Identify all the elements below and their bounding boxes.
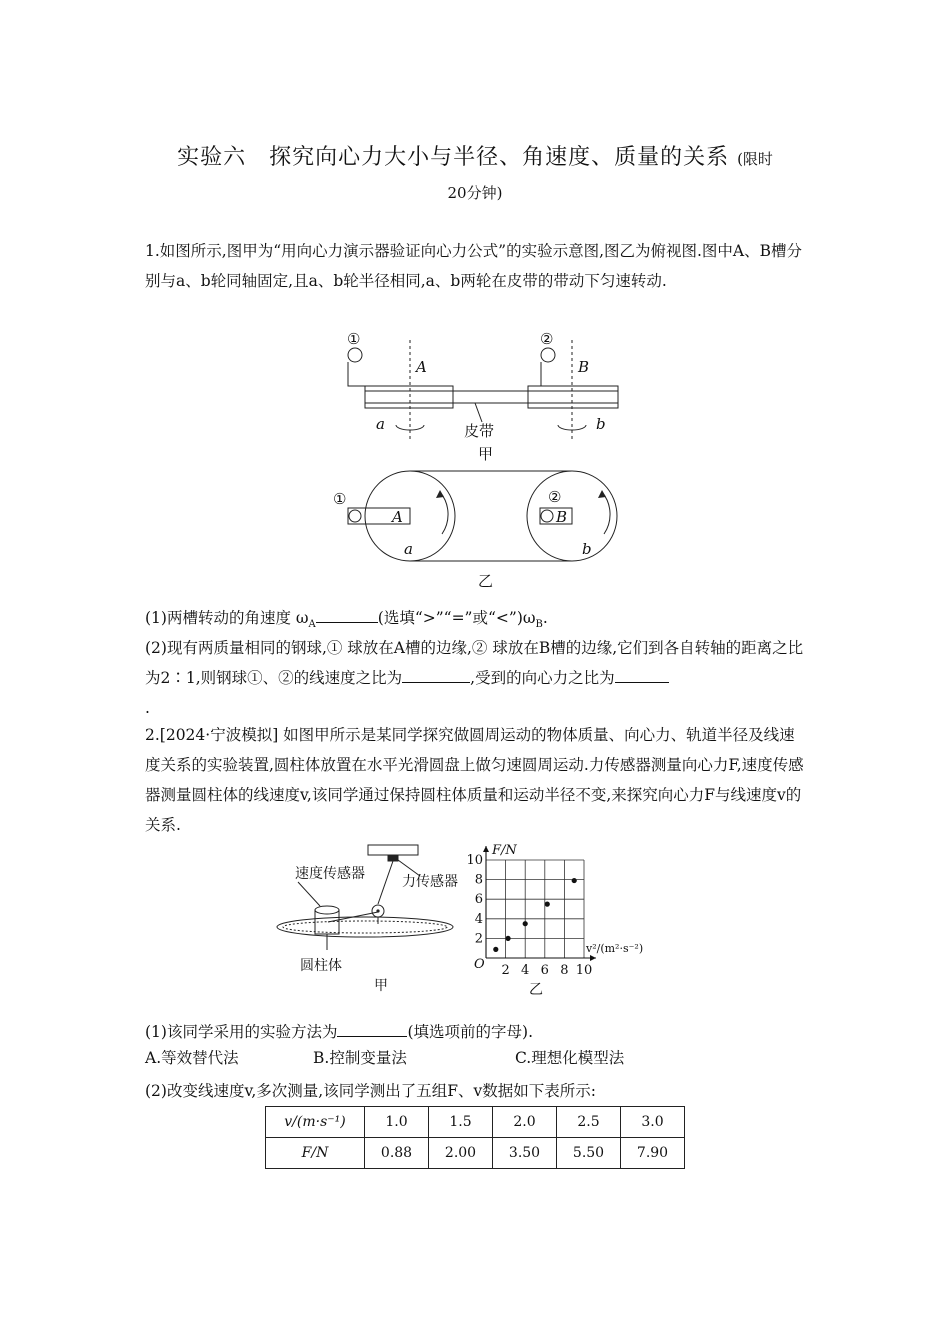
arrow-a-top — [440, 492, 448, 534]
x-axis-arrow — [590, 955, 596, 961]
option-c[interactable]: C.理想化模型法 — [515, 1049, 625, 1067]
answer-blank-1[interactable] — [316, 606, 378, 623]
q2-intro: 2.[2024·宁波模拟] 如图甲所示是某同学探究做圆周运动的物体质量、向心力、轨道半径及线速度关系的实验装置,圆柱体放置在水平光滑圆盘上做匀速圆周运动.力传感器测量向心力F,速度传感器测量圆柱体的线速度v,该同学通过保持圆柱体质量和运动半径不变,来探究向心力F与线速度v的关系. — [145, 726, 804, 834]
ball-2 — [541, 348, 555, 362]
table-cell: 3.0 — [621, 1107, 685, 1138]
fig1-caption-jia: 甲 — [478, 445, 494, 463]
turntable — [277, 917, 453, 937]
fig1-label-A: A — [416, 358, 427, 376]
q2-part1: (1)该同学采用的实验方法为 (填选项前的字母). — [145, 1017, 810, 1047]
option-b[interactable]: B.控制变量法 — [313, 1049, 407, 1067]
slot-a-arm — [348, 362, 410, 386]
fig1-label-1-top: ① — [333, 490, 347, 508]
figure-demonstrator — [330, 322, 630, 590]
wheel-a-side — [365, 386, 453, 408]
wheel-b-side — [528, 386, 618, 408]
table-row-v — [266, 1107, 685, 1138]
chart-F-vs-v2 — [466, 838, 660, 998]
fig1-label-2: ② — [540, 330, 554, 348]
y-tick-label: 8 — [474, 872, 483, 888]
table-cell: 1.5 — [429, 1107, 493, 1138]
fig2-caption-jia: 甲 — [374, 978, 388, 994]
y-tick-label: 10 — [466, 853, 483, 868]
data-point — [505, 936, 510, 941]
table-cell: 7.90 — [621, 1138, 685, 1169]
ball-2-top — [541, 510, 553, 522]
slot-b-arm — [541, 362, 572, 386]
table-row-F — [266, 1138, 685, 1169]
page-title — [0, 140, 950, 171]
title-main: 实验六 探究向心力大小与半径、角速度、质量的关系 — [177, 145, 730, 170]
table-header-v: v/(m·s⁻¹) — [266, 1107, 365, 1138]
arrow-b-top — [602, 492, 610, 534]
belt-pointer — [475, 403, 482, 422]
fig1-label-2-top: ② — [548, 488, 562, 506]
speed-sensor-label: 速度传感器 — [295, 866, 365, 882]
answer-blank-3[interactable] — [615, 666, 669, 683]
force-sensor-plate — [368, 845, 418, 855]
y-tick-label: 2 — [474, 931, 483, 947]
x-axis-label: v²/(m²·s⁻²) — [586, 942, 644, 955]
figure-apparatus — [290, 840, 465, 996]
fig1-label-a: a — [376, 415, 385, 433]
fig1-caption-yi: 乙 — [478, 572, 494, 590]
x-tick-label: 8 — [560, 963, 569, 978]
ball-1 — [348, 348, 362, 362]
fig1-belt-label: 皮带 — [464, 422, 495, 440]
y-tick-label: 4 — [474, 911, 483, 927]
table-cell: 2.0 — [493, 1107, 557, 1138]
x-tick-label: 4 — [521, 963, 530, 978]
table-cell: 2.5 — [557, 1107, 621, 1138]
origin-label: O — [474, 957, 485, 972]
x-tick-label: 10 — [575, 963, 593, 978]
y-axis-arrow — [483, 846, 489, 852]
fig1-label-b: b — [596, 415, 606, 433]
data-point — [572, 878, 577, 883]
x-tick-label: 6 — [540, 963, 549, 978]
option-a[interactable]: A.等效替代法 — [145, 1049, 239, 1067]
q1-intro: 1.如图所示,图甲为“用向心力演示器验证向心力公式”的实验示意图,图乙为俯视图.图中A、B槽分别与a、b轮同轴固定,且a、b轮半径相同,a、b两轮在皮带的带动下匀速转动. — [145, 242, 803, 290]
x-tick-label: 2 — [501, 963, 510, 978]
table-cell: 3.50 — [493, 1138, 557, 1169]
table-header-F: F/N — [266, 1138, 365, 1169]
answer-blank-4[interactable] — [337, 1020, 407, 1037]
data-point — [545, 902, 550, 907]
table-cell: 1.0 — [365, 1107, 429, 1138]
data-point — [523, 921, 528, 926]
q1-part1: (1)两槽转动的角速度 $\omega_A$ (选填“>”“=”或“$<”)\omega_B$. — [145, 603, 810, 640]
ball-1-top — [349, 510, 361, 522]
q1-part2: (2)现有两质量相同的钢球,① 球放在A槽的边缘,② 球放在B槽的边缘,它们到各自转轴的距离之比为2∶1,则钢球①、②的线速度之比为 ,受到的向心力之比为 . — [145, 639, 804, 717]
fig1-label-a-top: a — [404, 540, 413, 558]
q2-part2: (2)改变线速度v,多次测量,该同学测出了五组F、v数据如下表所示: — [145, 1082, 596, 1100]
data-point — [493, 947, 498, 952]
data-table — [265, 1106, 685, 1169]
cylinder-label: 圆柱体 — [300, 958, 342, 974]
table-cell: 0.88 — [365, 1138, 429, 1169]
fig1-label-B: B — [578, 358, 590, 376]
answer-blank-2[interactable] — [402, 666, 470, 683]
fig1-label-1: ① — [347, 330, 361, 348]
fig1-label-B-top: B — [556, 508, 568, 526]
fig1-label-b-top: b — [582, 540, 592, 558]
q2-options — [145, 1046, 810, 1074]
force-sensor-label: 力传感器 — [402, 874, 458, 890]
y-tick-label: 6 — [474, 892, 483, 908]
belt-side — [365, 391, 618, 403]
fig2-caption-yi: 乙 — [529, 982, 543, 998]
time-limit-b: 20分钟) — [447, 184, 503, 202]
time-limit-a: (限时 — [737, 150, 773, 168]
fig1-label-A-top: A — [392, 508, 403, 526]
table-cell: 5.50 — [557, 1138, 621, 1169]
table-cell: 2.00 — [429, 1138, 493, 1169]
y-axis-label: F/N — [492, 843, 517, 858]
